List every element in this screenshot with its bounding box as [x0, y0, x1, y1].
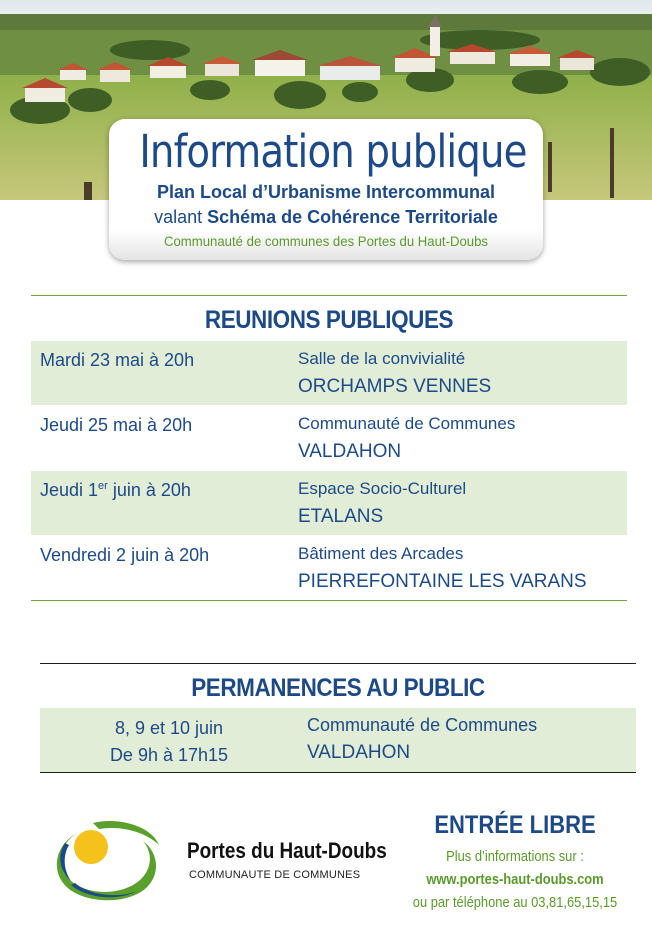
reunions-section — [31, 295, 627, 601]
meeting-date: Jeudi 1er juin à 20h — [40, 480, 191, 500]
brand-name: Portes du Haut-Doubs — [187, 838, 387, 863]
title-card — [109, 119, 543, 260]
permanence-hours: De 9h à 17h15 — [109, 745, 229, 765]
meeting-city: ETALANS — [298, 506, 384, 527]
meeting-date: Mardi 23 mai à 20h — [40, 350, 195, 370]
scot-subtitle — [109, 207, 543, 228]
permanences-section — [40, 663, 636, 773]
page-title: Information publique — [139, 125, 527, 178]
meeting-place: Salle de la convivialité — [298, 349, 466, 368]
table-row — [31, 405, 627, 470]
reunions-title: REUNIONS PUBLIQUES — [204, 306, 454, 334]
website-link[interactable]: www.portes-haut-doubs.com — [426, 871, 604, 888]
brand-subtitle: COMMUNAUTE DE COMMUNES — [189, 869, 361, 881]
meeting-city: ORCHAMPS VENNES — [298, 376, 492, 397]
divider — [40, 772, 636, 773]
free-entry-heading: ENTRÉE LIBRE — [434, 811, 596, 839]
permanence-city: VALDAHON — [307, 742, 411, 763]
scot-prefix: valant — [154, 207, 203, 227]
community-name: Communauté de communes des Portes du Haut-Doubs — [163, 233, 489, 249]
scot-name: Schéma de Cohérence Territoriale — [207, 207, 498, 227]
permanences-title: PERMANENCES AU PUBLIC — [191, 674, 485, 702]
meeting-place: Espace Socio-Culturel — [298, 479, 467, 498]
permanence-schedule — [40, 715, 298, 769]
permanence-place: Communauté de Communes — [307, 715, 538, 735]
divider — [31, 600, 627, 601]
phone-number: ou par téléphone au 03,81,65,15,15 — [412, 894, 618, 911]
meeting-city: VALDAHON — [298, 441, 402, 462]
meeting-place: Bâtiment des Arcades — [298, 544, 464, 563]
meeting-place: Communauté de Communes — [298, 414, 516, 433]
meeting-date: Jeudi 25 mai à 20h — [40, 415, 193, 435]
permanence-dates: 8, 9 et 10 juin — [114, 718, 224, 738]
meeting-city: PIERREFONTAINE LES VARANS — [298, 571, 587, 592]
more-info-label: Plus d’informations sur : — [446, 848, 584, 865]
table-row — [31, 535, 627, 600]
table-row — [31, 340, 627, 405]
table-row — [31, 470, 627, 535]
plan-title: Plan Local d’Urbanisme Intercommunal — [156, 182, 496, 202]
meeting-date: Vendredi 2 juin à 20h — [40, 545, 210, 565]
table-row — [40, 708, 636, 772]
portes-haut-doubs-logo — [47, 815, 165, 910]
